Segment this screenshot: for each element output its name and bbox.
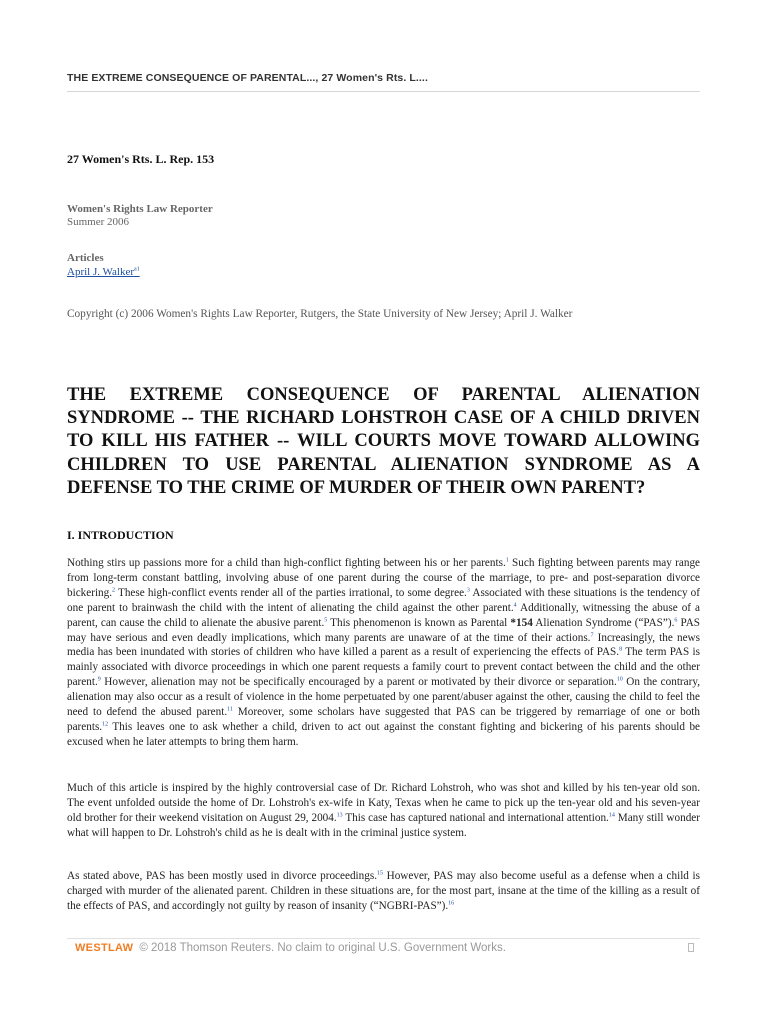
paragraph-intro	[67, 556, 700, 750]
text-run: Such fighting between parents may range from long-term constant battling, involving abuse of one parent during the course of the marriage, to pre- and post-separation divorce bickering.	[67, 557, 701, 599]
text-run: PAS may have serious and even deadly implications, which many parents are unaware of at the time of their actions.	[67, 616, 700, 644]
footnote-link[interactable]: 2	[112, 587, 116, 594]
issue-date: Summer 2006	[67, 216, 130, 228]
footnote-link[interactable]: 11	[227, 706, 233, 713]
paragraph-insanity-defense	[67, 869, 700, 914]
text-run: Nothing stirs up passions more for a child than high-conflict fighting between his or her parents.	[67, 557, 506, 569]
header-divider	[67, 91, 700, 92]
westlaw-logo: WESTLAW	[75, 942, 134, 954]
text-run: These high-conflict events render all of the parties irrational, to some degree.	[115, 586, 467, 599]
paragraph-lohstroh-case	[67, 781, 700, 841]
text-run: Additionally, witnessing the abuse of a parent, can cause the child to alienate the abusive parent.	[67, 601, 700, 629]
author-name: April J. Walker	[67, 266, 135, 278]
text-run: Many still wonder what will happen to Dr. Lohstroh's child as he is dealt with in the criminal justice system.	[67, 811, 700, 839]
citation: 27 Women's Rts. L. Rep. 153	[67, 152, 215, 166]
text-run: However, alienation may not be specifically encouraged by a parent or motivated by their divorce or separation.	[100, 676, 617, 689]
text-run: Moreover, some scholars have suggested that PAS can be triggered by remarriage of one or both parents.	[67, 706, 700, 733]
footnote-link[interactable]: 12	[102, 721, 109, 728]
footnote-link[interactable]: 14	[608, 812, 615, 819]
text-run: The term PAS is mainly associated with divorce proceedings in which one parent requests a family court to prevent contact between the child and the other parent.	[67, 646, 700, 689]
star-page-marker: *154	[510, 616, 533, 629]
section-heading: I. INTRODUCTION	[67, 528, 174, 542]
author-footnote-marker[interactable]: a1	[134, 266, 140, 273]
footnote-link[interactable]: 15	[377, 870, 383, 877]
footnote-link[interactable]: 1	[505, 557, 509, 564]
running-header: THE EXTREME CONSEQUENCE OF PARENTAL..., 27 Women's Rts. L....	[67, 72, 428, 84]
text-run: Associated with these situations is the tendency of one parent to brainwash the child with the intent of alienating the child against the other parent.	[67, 586, 700, 614]
footnote-link[interactable]: 5	[324, 616, 328, 623]
text-run: On the contrary, alienation may also occur as a result of violence in the home perpetuated by one parent/abuser against the other, causing the child to feel the need to defend the abused parent.	[67, 676, 701, 719]
section-type: Articles	[67, 252, 104, 264]
footnote-link[interactable]: 6	[674, 616, 678, 623]
article-title: THE EXTREME CONSEQUENCE OF PARENTAL ALIENATION SYNDROME -- THE RICHARD LOHSTROH CASE OF A CHILD DRIVEN TO KILL HIS FATHER -- WILL COURTS MOVE TOWARD ALLOWING CHILDREN TO USE PARENTAL ALIENATION SYNDROME AS A DEFENSE TO THE CRIME OF MURDER OF THEIR OWN PARENT?	[67, 385, 700, 498]
footnote-link[interactable]: 16	[448, 900, 455, 907]
footnote-link[interactable]: 10	[616, 676, 623, 683]
footnote-link[interactable]: 4	[513, 601, 517, 608]
journal-name: Women's Rights Law Reporter	[67, 203, 213, 215]
copyright-notice: Copyright (c) 2006 Women's Rights Law Reporter, Rutgers, the State University of New Jersey; April J. Walker	[67, 308, 573, 320]
copyright-footer: © 2018 Thomson Reuters. No claim to original U.S. Government Works.	[139, 942, 506, 954]
text-run: Alienation Syndrome (“PAS”).	[532, 616, 675, 629]
text-run: This case has captured national and international attention.	[342, 811, 609, 824]
footnote-link[interactable]: 7	[590, 631, 594, 638]
text-run: This leaves one to ask whether a child, driven to act out against the constant fighting and bickering of his parents should be excused when he later attempts to bring them harm.	[67, 720, 700, 748]
page-icon	[688, 943, 694, 952]
footnote-link[interactable]: 9	[97, 676, 101, 683]
page-footer	[75, 942, 506, 954]
footnote-link[interactable]: 3	[466, 587, 470, 594]
text-run: However, PAS may also become useful as a defense when a child is charged with murder of the alienated parent. Children in these situations are, for the most part, insane at the time of the killing as a result of the effects of PAS, and accordingly not guilty by reason of insanity (“NGBRI-PAS”).	[67, 870, 700, 912]
text-run: Much of this article is inspired by the highly controversial case of Dr. Richard Lohstroh, who was shot and killed by his ten-year old son. The event unfolded outside the home of Dr. Lohstroh's ex-wife in Katy, Texas when he came to pick up the ten-year old and his seven-year old brother for their weekend visitation on August 29, 2004.	[67, 782, 700, 824]
footnote-link[interactable]: 8	[619, 646, 623, 653]
footnote-link[interactable]: 13	[336, 812, 343, 819]
author-link[interactable]	[67, 266, 140, 278]
footer-divider	[67, 938, 700, 939]
text-run: Increasingly, the news media has been inundated with stories of children who have killed a parent as a result of experiencing the effects of PAS.	[67, 631, 700, 659]
text-run: This phenomenon is known as Parental	[327, 616, 511, 629]
text-run: As stated above, PAS has been mostly used in divorce proceedings.	[67, 870, 377, 882]
